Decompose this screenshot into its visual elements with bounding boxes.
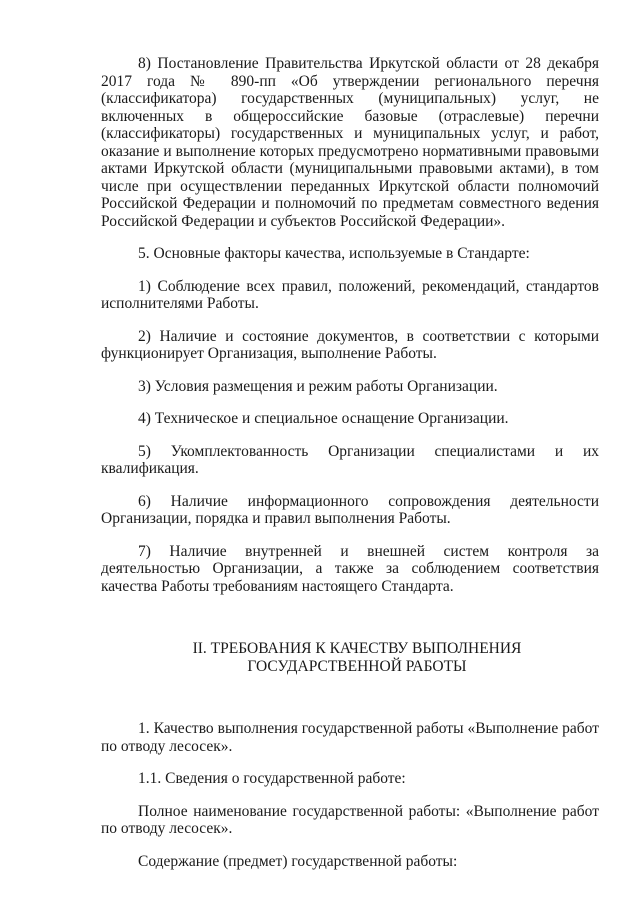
heading-spacer [101,675,599,720]
paragraph-factor-2: 2) Наличие и состояние документов, в соответствии с которыми функционирует Организация, выполнение Работы. [101,327,599,362]
section-heading [101,640,557,675]
paragraph-work-full-name: Полное наименование государственной работы: «Выполнение работ по отводу лесосек». [101,802,599,837]
section-heading-line-1: II. ТРЕБОВАНИЯ К КАЧЕСТВУ ВЫПОЛНЕНИЯ [192,640,522,657]
paragraph-resolution-890pp: 8) Постановление Правительства Иркутской области от 28 декабря 2017 года № 890-пп «Об утверждении регионального перечня (классификатора) государственных (муниципальных) услуг, не включенных в общероссийские базовые (отраслевые) перечни (классификаторы) государственных и муниципальных услуг, и работ, оказание и выполнение которых предусмотрено нормативными правовыми актами Иркутской области (муниципальными правовыми актами), в том числе при осуществлении переданных Иркутской области полномочий Российской Федерации и полномочий по предметам совместного ведения Российской Федерации и субъектов Российской Федерации». [101,55,599,230]
section-heading-line-2: ГОСУДАРСТВЕННОЙ РАБОТЫ [247,657,467,675]
paragraph-work-content: Содержание (предмет) государственной работы: [138,852,458,870]
paragraph-factor-6: 6) Наличие информационного сопровождения деятельности Организации, порядка и правил выполнения Работы. [101,492,599,527]
paragraph-quality-factors-heading: 5. Основные факторы качества, используемые в Стандарте: [138,245,530,262]
paragraph-factor-5: 5) Укомплектованность Организации специалистами и их квалификация. [101,442,599,477]
paragraph-work-quality: 1. Качество выполнения государственной работы «Выполнение работ по отводу лесосек». [101,720,599,755]
paragraph-factor-4: 4) Техническое и специальное оснащение Организации. [138,410,509,427]
document-body [101,55,599,885]
paragraph-work-info: 1.1. Сведения о государственной работе: [138,770,406,787]
paragraph-factor-7: 7) Наличие внутренней и внешней систем контроля за деятельностью Организации, а также за соблюдением соответствия качества Работы требованиям настоящего Стандарта. [101,542,599,595]
paragraph-factor-3: 3) Условия размещения и режим работы Организации. [138,377,498,395]
paragraph-factor-1: 1) Соблюдение всех правил, положений, рекомендаций, стандартов исполнителями Работы. [101,277,599,312]
